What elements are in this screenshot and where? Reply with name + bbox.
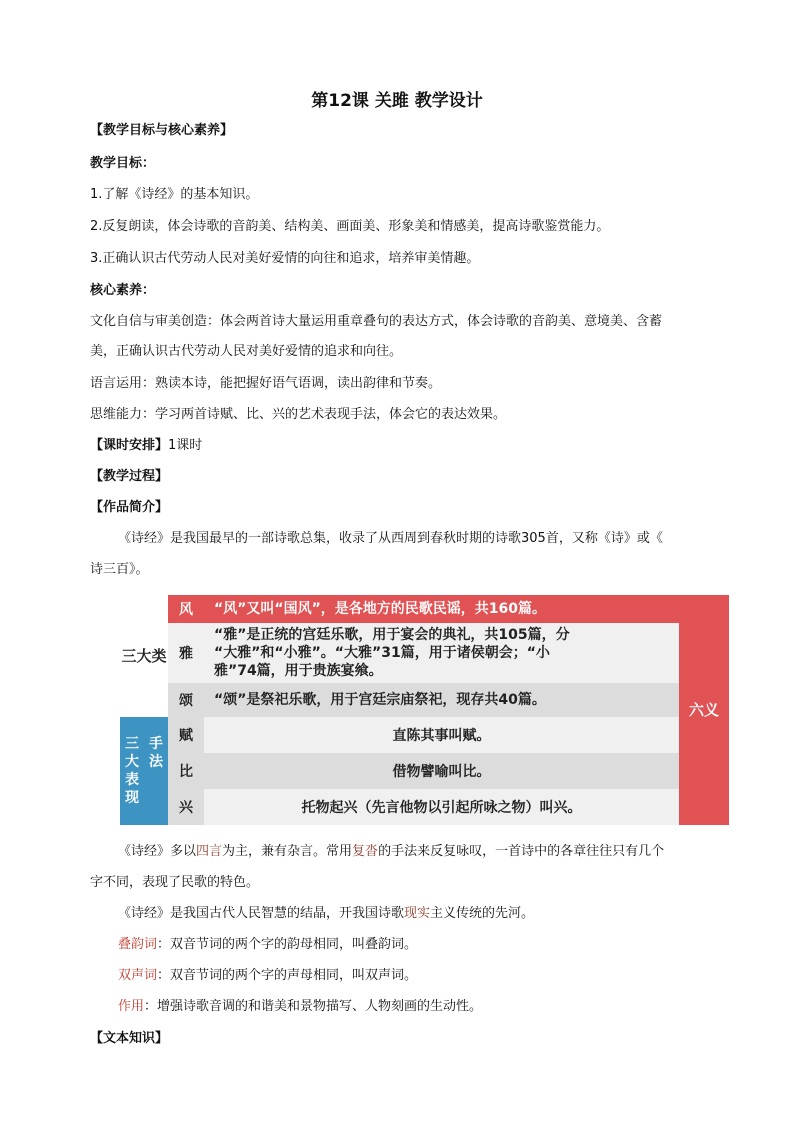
- goal-item: 3.正确认识古代劳动人民对美好爱情的向往和追求，培养审美情趣。: [90, 251, 480, 266]
- highlight-xianshi: 现实: [404, 906, 431, 921]
- goals-label: 教学目标：: [90, 156, 156, 171]
- text-knowledge-header: 【文本知识】: [90, 1031, 169, 1046]
- definition-shuangsheng: 双声词：双音节词的两个字的声母相同，叫双声词。: [118, 968, 418, 983]
- note-paragraph: 《诗经》多以四言为主，兼有杂言。常用复沓的手法来反复咏叹，一首诗中的各章往往只有几个: [118, 844, 665, 859]
- row-label-fu: 赋: [168, 717, 204, 753]
- row-label-ya: 雅: [168, 623, 204, 683]
- intro-paragraph-cont: 诗三百》。: [90, 562, 149, 577]
- intro-paragraph: 《诗经》是我国最早的一部诗歌总集，收录了从西周到春秋时期的诗歌305首，又称《诗》或《: [118, 531, 663, 546]
- core-label: 核心素养：: [90, 283, 156, 298]
- page-title: 第12课 关雎 教学设计: [311, 91, 483, 111]
- row-label-feng: 风: [168, 595, 204, 623]
- row-desc-fu: 直陈其事叫赋。: [204, 717, 679, 753]
- note-paragraph-cont: 字不同，表现了民歌的特色。: [90, 875, 260, 890]
- intro-header: 【作品简介】: [90, 500, 169, 515]
- core-item: 文化自信与审美创造：体会两首诗大量运用重章叠句的表达方式，体会诗歌的音韵美、意境美、含蓄: [90, 314, 663, 329]
- process-header: 【教学过程】: [90, 469, 169, 484]
- goal-item: 1.了解《诗经》的基本知识。: [90, 187, 259, 202]
- three-categories-label: 三大类: [121, 646, 167, 665]
- schedule-label: 【课时安排】: [90, 438, 169, 453]
- row-label-xing: 兴: [168, 789, 204, 825]
- goals-header: 【教学目标与核心素养】: [90, 123, 234, 138]
- core-item: 语言运用：熟读本诗，能把握好语气语调，读出韵律和节奏。: [90, 376, 442, 391]
- row-label-song: 颂: [168, 683, 204, 717]
- core-item: 思维能力：学习两首诗赋、比、兴的艺术表现手法，体会它的表达效果。: [90, 407, 507, 422]
- row-desc-bi: 借物譬喻叫比。: [204, 753, 679, 789]
- definition-zuoyong: 作用：增强诗歌音调的和谐美和景物描写、人物刻画的生动性。: [118, 999, 483, 1014]
- six-meanings-label: 六义: [679, 595, 729, 825]
- row-label-bi: 比: [168, 753, 204, 789]
- term-dieyun: 叠韵词: [118, 937, 158, 952]
- three-techniques-label: 三 手 大 法 表 现: [120, 717, 168, 825]
- definition-dieyun: 叠韵词：双音节词的两个字的韵母相同，叫叠韵词。: [118, 937, 418, 952]
- highlight-futa: 复沓: [352, 844, 379, 859]
- highlight-siyan: 四言: [196, 844, 223, 859]
- term-shuangsheng: 双声词: [118, 968, 158, 983]
- goal-item: 2.反复朗读，体会诗歌的音韵美、结构美、画面美、形象美和情感美，提高诗歌鉴赏能力。: [90, 219, 610, 234]
- term-zuoyong: 作用: [118, 999, 145, 1014]
- schedule: [90, 437, 710, 455]
- note-paragraph: 《诗经》是我国古代人民智慧的结晶，开我国诗歌现实主义传统的先河。: [118, 906, 535, 921]
- row-desc-song: “颂”是祭祀乐歌，用于宫廷宗庙祭祀，现存共40篇。: [204, 683, 679, 717]
- row-desc-xing: 托物起兴（先言他物以引起所咏之物）叫兴。: [204, 789, 679, 825]
- row-desc-ya: “雅”是正统的宫廷乐歌，用于宴会的典礼，共105篇，分 “大雅”和“小雅”。“大雅”31篇，用于诸侯朝会；“小 雅”74篇，用于贵族宴飨。: [204, 623, 679, 683]
- row-desc-feng: “风”又叫“国风”，是各地方的民歌民谣，共160篇。: [204, 595, 679, 623]
- six-meanings-table: [120, 595, 729, 825]
- core-item: 美，正确认识古代劳动人民对美好爱情的追求和向往。: [90, 344, 403, 359]
- schedule-value: 1课时: [168, 438, 203, 453]
